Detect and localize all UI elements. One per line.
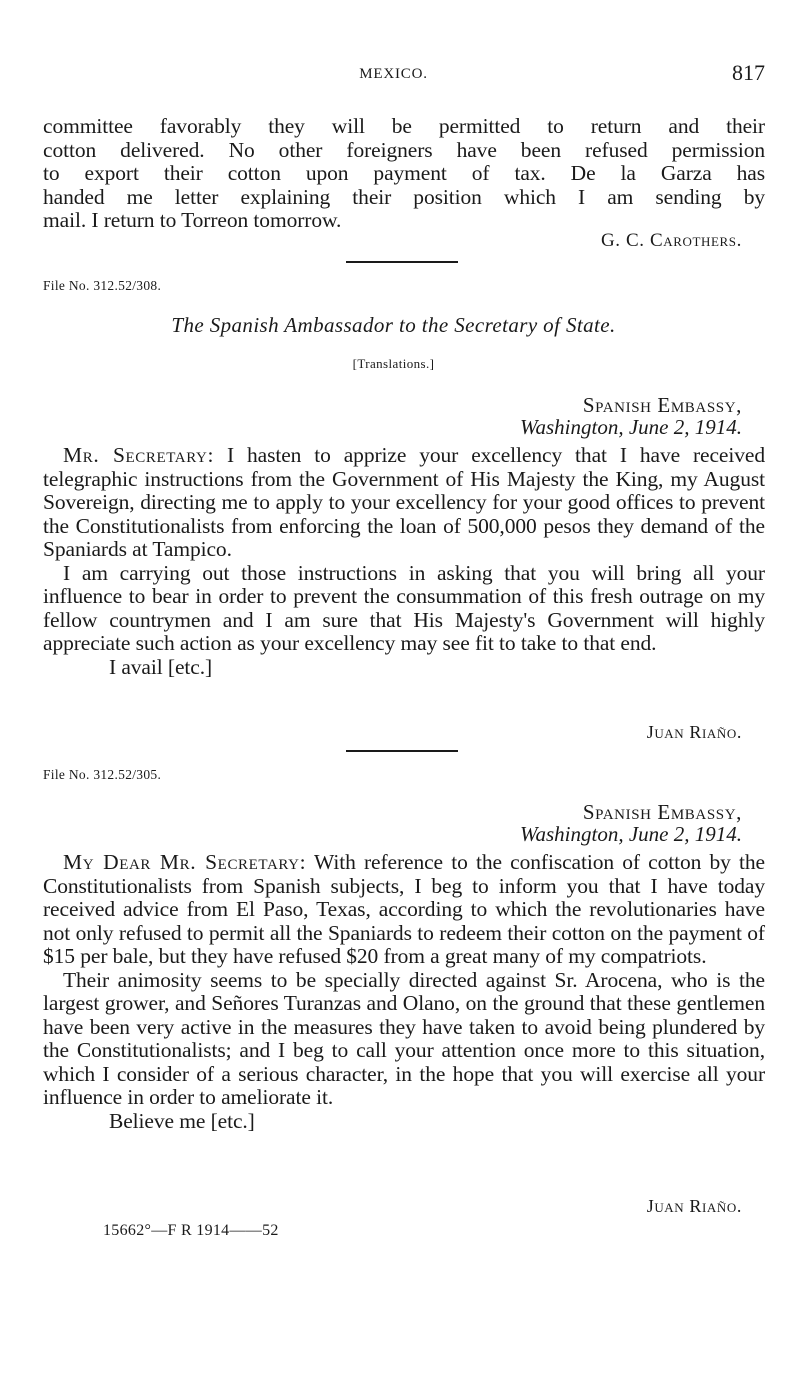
document-heading: The Spanish Ambassador to the Secretary of State. [171, 313, 616, 337]
telegram-continuation [43, 115, 765, 233]
dateline-place: Spanish Embassy, [582, 800, 742, 824]
signature-carothers: G. C. Carothers. [600, 230, 742, 251]
printer-mark: 15662°—F R 1914——52 [103, 1222, 279, 1239]
signature-riano: Juan Riaño. [646, 722, 742, 742]
file-number: File No. 312.52/308. [43, 278, 162, 293]
separator-rule [346, 750, 458, 752]
dateline-date: Washington, June 2, 1914. [519, 822, 742, 846]
file-number: File No. 312.52/305. [43, 767, 162, 782]
paragraph [43, 444, 765, 562]
text-line: committee favorably they will be permitted to return and their [43, 114, 765, 138]
letter-body [43, 851, 765, 1133]
text-line: handed me letter explaining their position which I am sending by [43, 184, 765, 209]
closing: I avail [etc.] [109, 654, 213, 679]
paragraph: I am carrying out those instructions in asking that you will bring all your influence to bear in order to prevent the consummation of this fresh outrage on my fellow countrymen and I am sure that His Majesty's Government will highly appreciate such action as your excellency may see fit to take to that end. [43, 560, 765, 655]
text-line: to export their cotton upon payment of tax. De la Garza has [43, 161, 765, 185]
signature-riano: Juan Riaño. [646, 1196, 742, 1216]
running-head: MEXICO. [359, 66, 428, 82]
text-line: mail. I return to Torreon tomorrow. [43, 208, 342, 232]
salutation: My Dear Mr. Secretary: [63, 850, 307, 874]
text-line: cotton delivered. No other foreigners have been refused permission [43, 137, 765, 162]
closing: Believe me [etc.] [109, 1108, 255, 1133]
separator-rule [346, 261, 458, 263]
dateline-place: Spanish Embassy, [582, 393, 742, 417]
salutation: Mr. Secretary: [63, 443, 215, 467]
translations-note: [Translations.] [352, 356, 435, 371]
page-number: 817 [732, 60, 765, 85]
paragraph-text: With reference to the confiscation of cotton by the Constitutionalists from Spanish subjects, I beg to inform you that I have today received advice from El Paso, Texas, according to which the revolutionaries have not only refused to permit all the Spaniards to redeem their cotton on the payment of $15 per bale, but they have refused $20 from a great many of my compatriots. [43, 850, 765, 968]
paragraph: Their animosity seems to be specially directed against Sr. Arocena, who is the largest grower, and Señores Turanzas and Olano, on the ground that these gentlemen have been very active in the measures they have taken to avoid being plundered by the Constitutionalists; and I beg to call your attention once more to this situation, which I consider of a serious character, in the hope that you will exercise all your influence in order to ameliorate it. [43, 967, 765, 1109]
paragraph [43, 851, 765, 969]
letter-body [43, 444, 765, 679]
paragraph-text: I hasten to apprize your excellency that I have received telegraphic instructions from the Government of His Majesty the King, my August Sovereign, directing me to apply to your excellency for your good offices to prevent the Constitutionalists from enforcing the loan of 500,000 pesos they demand of the Spaniards at Tampico. [43, 443, 765, 561]
dateline-date: Washington, June 2, 1914. [519, 415, 742, 439]
